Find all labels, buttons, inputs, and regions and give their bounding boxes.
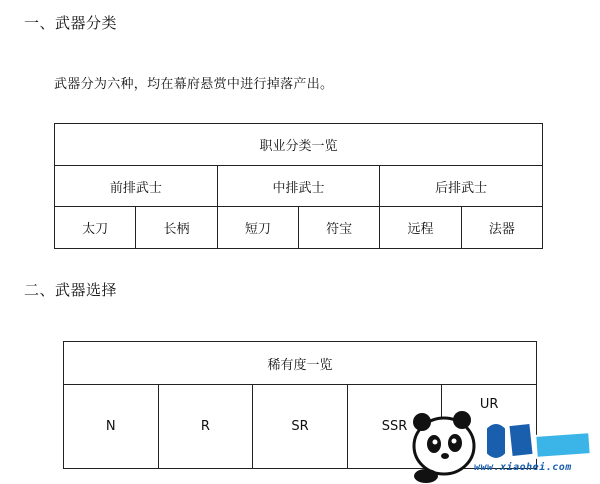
rarity-cell: SR <box>253 385 348 469</box>
rarity-cell: R <box>158 385 253 469</box>
weapon-cell: 长柄 <box>136 207 217 249</box>
rarity-table-title: 稀有度一览 <box>64 342 537 385</box>
rarity-cell: N <box>64 385 159 469</box>
section-heading-weapon-types: 一、武器分类 <box>24 14 118 32</box>
weapon-cell: 法器 <box>461 207 542 249</box>
watermark-url: www.xiaohei.com <box>474 462 572 473</box>
group-front-row: 前排武士 <box>55 166 218 207</box>
rarity-cell: SSR <box>347 385 442 469</box>
class-table-title: 职业分类一览 <box>55 124 543 166</box>
section-heading-weapon-selection: 二、武器选择 <box>24 281 118 299</box>
weapon-cell: 太刀 <box>55 207 136 249</box>
class-overview-table <box>54 123 543 249</box>
group-back-row: 后排武士 <box>380 166 543 207</box>
group-middle-row: 中排武士 <box>217 166 380 207</box>
rarity-label-ur: UR <box>479 397 499 412</box>
weapon-cell: 短刀 <box>217 207 298 249</box>
brand-glyphs <box>486 423 591 459</box>
weapon-cell: 远程 <box>380 207 461 249</box>
intro-paragraph: 武器分为六种，均在幕府悬赏中进行掉落产出。 <box>54 77 334 92</box>
watermark-logo <box>404 406 600 484</box>
weapon-cell: 符宝 <box>298 207 379 249</box>
